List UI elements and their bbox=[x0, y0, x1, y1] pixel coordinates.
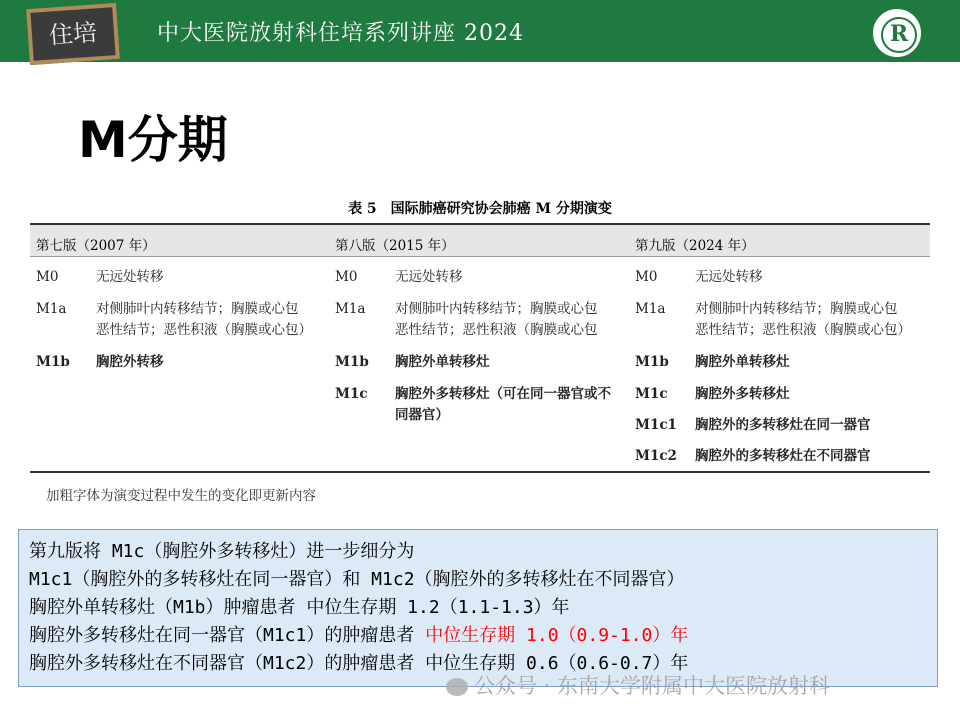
emblem-letter: R bbox=[881, 17, 917, 53]
table-cell-code: M1c bbox=[635, 386, 668, 402]
table-cell-code: M1c1 bbox=[635, 417, 677, 433]
table-cell-code: M1b bbox=[36, 354, 70, 370]
slide-title: M分期 bbox=[78, 111, 228, 169]
summary-textbox bbox=[18, 529, 938, 687]
table-header-row bbox=[30, 223, 930, 257]
column-header: 第七版（2007 年） bbox=[36, 238, 156, 254]
wechat-icon bbox=[446, 678, 468, 696]
table-cell-desc: 胸腔外多转移灶（可在同一器官或不 bbox=[395, 386, 611, 402]
table-cell-code: M1a bbox=[335, 301, 366, 317]
table-cell-code: M0 bbox=[36, 269, 59, 285]
table-footnote: 加粗字体为演变过程中发生的变化即更新内容 bbox=[46, 488, 316, 504]
column-header: 第八版（2015 年） bbox=[335, 238, 455, 254]
table-cell-desc: 无远处转移 bbox=[395, 269, 463, 285]
table-cell-desc: 恶性结节；恶性积液（胸膜或心包） bbox=[96, 322, 312, 338]
wechat-watermark bbox=[446, 670, 830, 700]
residency-logo: 住培 bbox=[26, 3, 120, 65]
table-cell-code: M1c bbox=[335, 386, 368, 402]
table-cell-desc: 对侧肺叶内转移结节；胸膜或心包 bbox=[695, 301, 898, 317]
table-cell-code: M1a bbox=[635, 301, 666, 317]
table-caption: 表 5 国际肺癌研究协会肺癌 M 分期演变 bbox=[348, 201, 612, 217]
column-header: 第九版（2024 年） bbox=[635, 238, 755, 254]
hospital-emblem-icon bbox=[870, 6, 924, 60]
table-cell-desc: 对侧肺叶内转移结节；胸膜或心包 bbox=[395, 301, 598, 317]
summary-line bbox=[29, 622, 927, 650]
table-cell-desc: 胸腔外转移 bbox=[96, 354, 164, 370]
header-title: 中大医院放射科住培系列讲座 2024 bbox=[157, 21, 524, 46]
table-cell-code: M0 bbox=[335, 269, 358, 285]
summary-line: M1c1（胸腔外的多转移灶在同一器官）和 M1c2（胸腔外的多转移灶在不同器官） bbox=[29, 569, 685, 590]
highlighted-survival: 中位生存期 1.0（0.9-1.0）年 bbox=[425, 625, 689, 646]
table-cell-code: M0 bbox=[635, 269, 658, 285]
table-cell-desc: 胸腔外的多转移灶在不同器官 bbox=[695, 448, 871, 464]
watermark-text: 公众号 · 东南大学附属中大医院放射科 bbox=[474, 674, 831, 698]
summary-line: 胸腔外多转移灶在不同器官（M1c2）的肿瘤患者 中位生存期 0.6（0.6-0.7）年 bbox=[29, 653, 689, 674]
table-cell-desc: 无远处转移 bbox=[96, 269, 164, 285]
table-cell-code: M1b bbox=[635, 354, 669, 370]
table-cell-desc: 胸腔外多转移灶 bbox=[695, 386, 790, 402]
table-cell-code: M1c2 bbox=[635, 448, 677, 464]
summary-line: 第九版将 M1c（胸腔外多转移灶）进一步细分为 bbox=[29, 541, 415, 562]
table-cell-desc: 胸腔外的多转移灶在同一器官 bbox=[695, 417, 871, 433]
summary-text: 胸腔外多转移灶在同一器官（M1c1）的肿瘤患者 bbox=[29, 625, 426, 646]
table-cell-desc: 恶性结节；恶性积液（胸膜或心包） bbox=[695, 322, 911, 338]
table-cell-desc: 胸腔外单转移灶 bbox=[395, 354, 490, 370]
table-cell-desc: 对侧肺叶内转移结节；胸膜或心包 bbox=[96, 301, 299, 317]
table-cell-code: M1b bbox=[335, 354, 369, 370]
summary-line: 胸腔外单转移灶（M1b）肿瘤患者 中位生存期 1.2（1.1-1.3）年 bbox=[29, 597, 570, 618]
table-cell-desc: 恶性结节；恶性积液（胸膜或心包 bbox=[395, 322, 598, 338]
table-cell-desc: 同器官） bbox=[395, 407, 449, 423]
table-bottom-rule bbox=[30, 471, 930, 473]
table-cell-desc: 胸腔外单转移灶 bbox=[695, 354, 790, 370]
table-cell-desc: 无远处转移 bbox=[695, 269, 763, 285]
header-bar bbox=[0, 0, 960, 62]
table-cell-code: M1a bbox=[36, 301, 67, 317]
